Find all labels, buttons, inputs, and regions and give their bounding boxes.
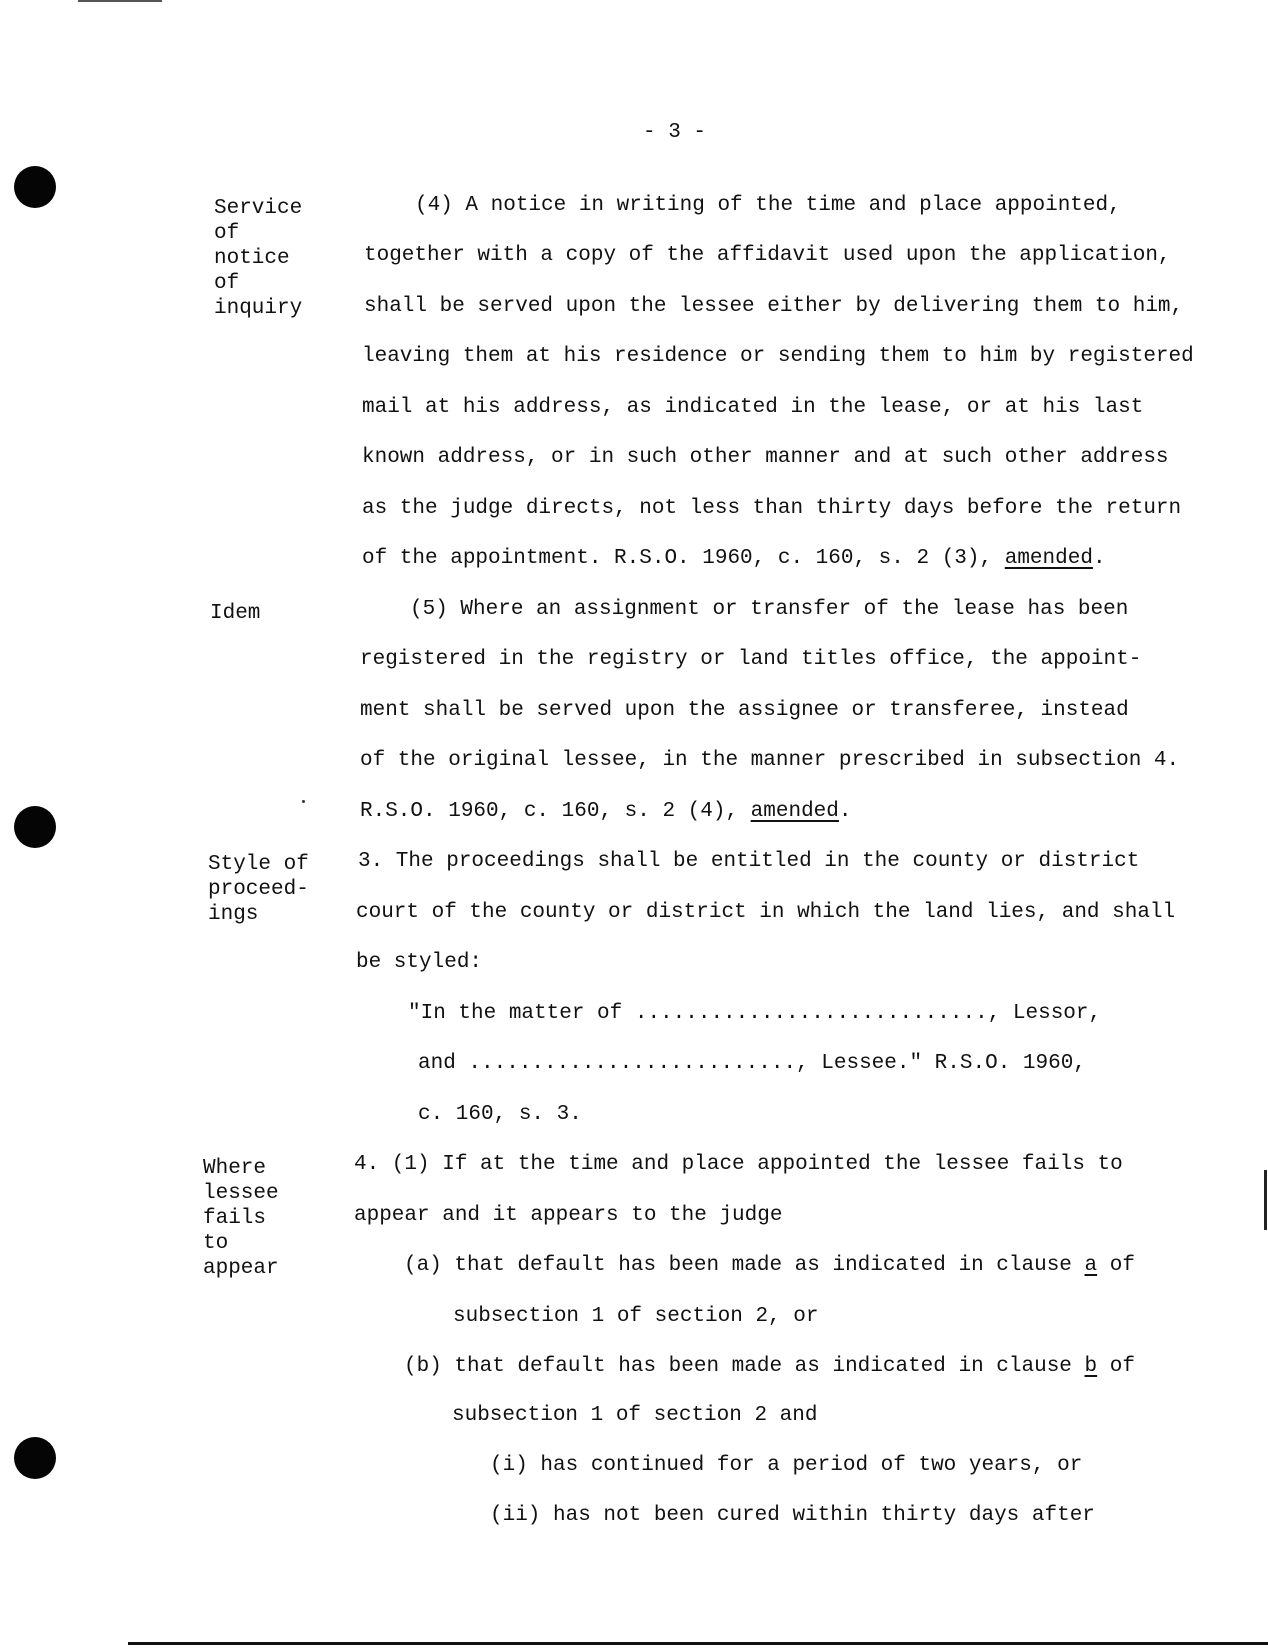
margin-note-style-of-proceedings: Style of proceed- ings bbox=[208, 853, 309, 926]
text-line: of the original lessee, in the manner prescribed in subsection 4. bbox=[360, 749, 1180, 772]
punch-hole-middle bbox=[14, 806, 56, 848]
text-line: be styled: bbox=[356, 951, 483, 974]
text-line: (4) A notice in writing of the time and place appointed, bbox=[415, 194, 1121, 217]
margin-note-where-lessee-fails: Where lessee fails to appear bbox=[203, 1157, 279, 1280]
amended-label: amended bbox=[750, 800, 839, 823]
text-line: together with a copy of the affidavit used upon the application, bbox=[364, 244, 1171, 267]
text-line: and .........................., Lessee." R.S.O. 1960, bbox=[418, 1052, 1086, 1075]
text-line: "In the matter of ............................, Lessor, bbox=[408, 1002, 1102, 1025]
margin-note-service-of-notice: Service of notice of inquiry bbox=[214, 197, 303, 320]
text-line: mail at his address, as indicated in the lease, or at his last bbox=[362, 396, 1144, 419]
clause-letter: b bbox=[1084, 1355, 1098, 1378]
text-line: c. 160, s. 3. bbox=[418, 1103, 582, 1126]
text-line-citation: R.S.O. 1960, c. 160, s. 2 (4), amended. bbox=[360, 800, 852, 823]
text-line: known address, or in such other manner and at such other address bbox=[362, 446, 1169, 469]
text-line: 3. The proceedings shall be entitled in the county or district bbox=[358, 850, 1140, 873]
text-line: (i) has continued for a period of two years, or bbox=[490, 1454, 1083, 1477]
text-line: (5) Where an assignment or transfer of the lease has been bbox=[410, 598, 1129, 621]
text-line: registered in the registry or land titles office, the appoint- bbox=[360, 648, 1142, 671]
scan-edge-line-bottom bbox=[128, 1642, 1268, 1645]
text-line: appear and it appears to the judge bbox=[354, 1204, 783, 1227]
punch-hole-bottom bbox=[14, 1437, 56, 1479]
text-line: subsection 1 of section 2 and bbox=[452, 1404, 818, 1427]
amended-label: amended bbox=[1004, 547, 1093, 570]
text-line: leaving them at his residence or sending them to him by registered bbox=[362, 345, 1194, 368]
text-line: (ii) has not been cured within thirty days after bbox=[490, 1504, 1095, 1527]
scan-edge-mark-right bbox=[1264, 1170, 1267, 1230]
scan-edge-line-top bbox=[78, 0, 162, 2]
clause-letter: a bbox=[1084, 1254, 1098, 1277]
text-line-clause-a: (a) that default has been made as indicated in clause a of bbox=[404, 1254, 1135, 1277]
text-line: court of the county or district in which the land lies, and shall bbox=[356, 901, 1176, 924]
scan-speck bbox=[302, 800, 305, 803]
text-line-citation: of the appointment. R.S.O. 1960, c. 160, s. 2 (3), amended. bbox=[362, 547, 1106, 570]
text-line: 4. (1) If at the time and place appointed the lessee fails to bbox=[354, 1153, 1123, 1176]
text-line: shall be served upon the lessee either by delivering them to him, bbox=[364, 295, 1184, 318]
punch-hole-top bbox=[14, 166, 56, 208]
text-line: as the judge directs, not less than thirty days before the return bbox=[362, 497, 1182, 520]
text-line-clause-b: (b) that default has been made as indicated in clause b of bbox=[404, 1355, 1135, 1378]
text-line: subsection 1 of section 2, or bbox=[453, 1305, 819, 1328]
page-number: - 3 - bbox=[643, 121, 707, 144]
text-line: ment shall be served upon the assignee or transferee, instead bbox=[360, 699, 1129, 722]
margin-note-idem: Idem bbox=[210, 602, 261, 625]
